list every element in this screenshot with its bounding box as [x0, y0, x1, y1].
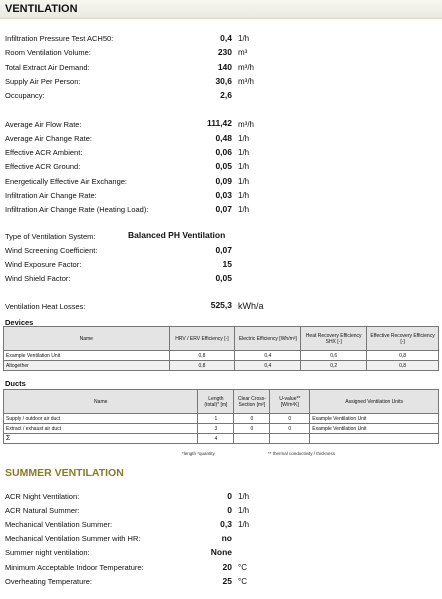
heat-loss-label: Ventilation Heat Losses:	[5, 302, 86, 311]
row-label: Effective ACR Ground:	[5, 162, 81, 171]
row-value: 15	[222, 259, 232, 269]
table-cell: 0	[270, 414, 310, 424]
table-cell: 0,8	[367, 361, 439, 371]
table-row	[4, 414, 439, 424]
row-label: Mechanical Ventilation Summer:	[5, 520, 113, 529]
heat-loss-value: 525,3	[210, 300, 232, 310]
row-label: Mechanical Ventilation Summer with HR:	[5, 534, 141, 543]
row-unit: m³	[238, 48, 248, 57]
row-unit: 1/h	[238, 520, 250, 529]
row-value: 0	[227, 505, 232, 515]
row-label: Wind Screening Coefficient:	[5, 246, 98, 255]
table-row	[4, 434, 439, 444]
row-label: Minimum Acceptable Indoor Temperature:	[5, 563, 144, 572]
heat-loss-unit: kWh/a	[238, 301, 264, 311]
table-row	[4, 361, 439, 371]
row-value: 0,06	[215, 147, 232, 157]
row-label: Wind Exposure Factor:	[5, 260, 82, 269]
table-cell: 0,4	[235, 351, 301, 361]
devices-table	[3, 326, 439, 371]
system-type-label: Type of Ventilation System:	[5, 232, 96, 241]
table-cell: 0,2	[301, 361, 367, 371]
table-cell: Σ	[4, 434, 198, 444]
row-label: Infiltration Air Change Rate (Heating Load):	[5, 205, 149, 214]
table-cell: 3	[198, 424, 234, 434]
devices-header-electric: Electric Efficiency [Wh/m³]	[235, 327, 301, 351]
table-cell: 0	[270, 424, 310, 434]
row-unit: 1/h	[238, 148, 250, 157]
row-unit: m³/h	[238, 77, 254, 86]
row-unit: m³/h	[238, 120, 254, 129]
table-cell	[310, 434, 439, 444]
row-unit: m³/h	[238, 63, 254, 72]
ducts-note-uvalue: ** thermal conductivity / thickness	[268, 451, 336, 456]
row-label: Occupancy:	[5, 91, 45, 100]
row-label: Overheating Temperature:	[5, 577, 92, 586]
row-value: 0,07	[215, 245, 232, 255]
table-row	[4, 424, 439, 434]
ducts-header-cross-section: Clear Cross-Section [m²]	[234, 390, 270, 414]
ducts-header-length: Length (total)* [m]	[198, 390, 234, 414]
devices-header-shx: Heat Recovery Efficiency SHX [-]	[301, 327, 367, 351]
table-cell: 0,4	[235, 361, 301, 371]
row-label: Supply Air Per Person:	[5, 77, 81, 86]
row-label: Infiltration Air Change Rate:	[5, 191, 97, 200]
devices-header-name: Name	[4, 327, 170, 351]
row-value: 30,6	[215, 76, 232, 86]
row-unit: 1/h	[238, 205, 250, 214]
row-unit: 1/h	[238, 162, 250, 171]
table-cell: 4	[198, 434, 234, 444]
table-cell: Example Ventilation Unit	[310, 424, 439, 434]
row-label: Total Extract Air Demand:	[5, 63, 90, 72]
table-cell: 0,8	[169, 361, 235, 371]
devices-title: Devices	[5, 318, 34, 327]
ventilation-title: VENTILATION	[5, 3, 78, 15]
row-value: 111,42	[206, 118, 232, 128]
row-unit: 1/h	[238, 134, 250, 143]
row-label: Summer night ventilation:	[5, 548, 90, 557]
table-cell: Example Ventilation Unit	[4, 351, 170, 361]
table-cell: 0,8	[367, 351, 439, 361]
ducts-header-name: Name	[4, 390, 198, 414]
row-unit: °C	[238, 577, 247, 586]
row-label: Infiltration Pressure Test ACH50:	[5, 34, 114, 43]
row-label: Effective ACR Ambient:	[5, 148, 83, 157]
row-value: 230	[217, 47, 232, 57]
row-value: 0,4	[220, 33, 232, 43]
devices-header-effective: Effective Recovery Efficiency [-]	[367, 327, 439, 351]
ducts-header-assigned: Assigned Ventilation Units	[310, 390, 439, 414]
row-unit: 1/h	[238, 191, 250, 200]
row-label: ACR Natural Summer:	[5, 506, 80, 515]
row-unit: °C	[238, 563, 247, 572]
system-type-value: Balanced PH Ventilation	[128, 230, 226, 240]
devices-header-hrv: HRV / ERV Efficiency [-]	[169, 327, 235, 351]
row-value: 20	[222, 562, 232, 572]
ducts-table	[3, 389, 439, 444]
table-cell: 0,6	[301, 351, 367, 361]
row-value: 0,05	[215, 273, 232, 283]
ducts-note-length: *length *quantity	[182, 451, 215, 456]
table-cell: Altogether	[4, 361, 170, 371]
table-cell: Supply / outdoor air duct	[4, 414, 198, 424]
row-value: 2,6	[220, 90, 232, 100]
row-value: 140	[217, 62, 232, 72]
row-label: Room Ventilation Volume:	[5, 48, 91, 57]
row-unit: 1/h	[238, 492, 250, 501]
row-value: 0,05	[215, 161, 232, 171]
row-unit: 1/h	[238, 506, 250, 515]
row-value: 0,48	[215, 133, 232, 143]
row-value: None	[210, 547, 232, 557]
ventilation-header-bar	[0, 0, 442, 19]
ducts-header-u-value: U-value** [W/m²K]	[270, 390, 310, 414]
table-cell: 0	[234, 424, 270, 434]
table-cell: Extract / exhaust air duct	[4, 424, 198, 434]
row-value: 0	[227, 491, 232, 501]
row-value: 0,09	[215, 176, 232, 186]
table-cell: 0,8	[169, 351, 235, 361]
summer-ventilation-title: SUMMER VENTILATION	[5, 467, 124, 479]
table-cell	[270, 434, 310, 444]
row-unit: 1/h	[238, 34, 250, 43]
row-value: no	[221, 533, 232, 543]
row-value: 0,07	[215, 204, 232, 214]
row-label: ACR Night Ventilation:	[5, 492, 80, 501]
table-cell: Example Ventilation Unit	[310, 414, 439, 424]
table-row	[4, 351, 439, 361]
row-value: 0,03	[215, 190, 232, 200]
row-label: Energetically Effective Air Exchange:	[5, 177, 128, 186]
row-label: Average Air Change Rate:	[5, 134, 93, 143]
table-cell	[234, 434, 270, 444]
table-cell: 0	[234, 414, 270, 424]
row-unit: 1/h	[238, 177, 250, 186]
row-value: 25	[222, 576, 232, 586]
ducts-title: Ducts	[5, 379, 26, 388]
row-label: Average Air Flow Rate:	[5, 120, 82, 129]
table-cell: 1	[198, 414, 234, 424]
row-label: Wind Shield Factor:	[5, 274, 71, 283]
row-value: 0,3	[220, 519, 232, 529]
